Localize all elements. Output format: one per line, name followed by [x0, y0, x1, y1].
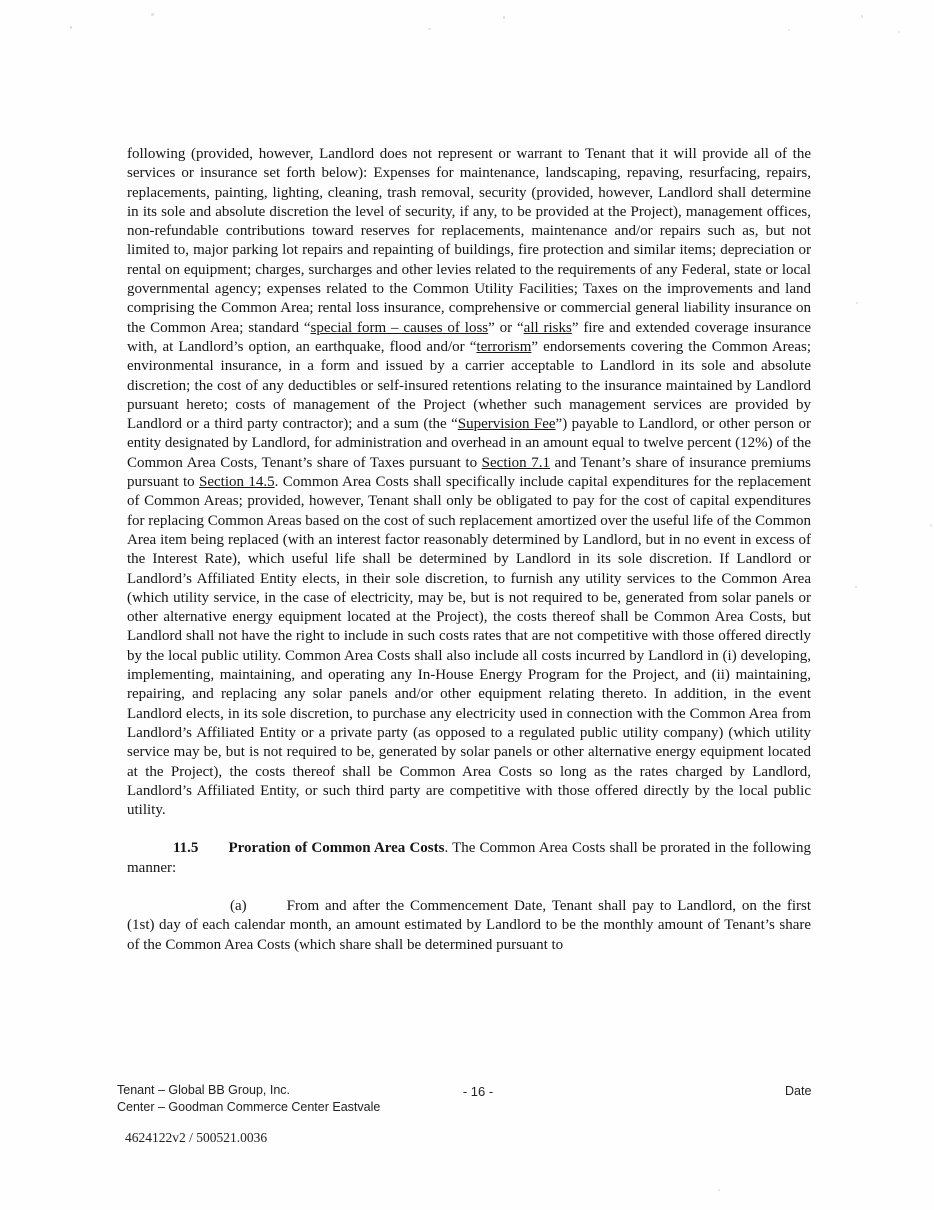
document-body	[127, 145, 811, 955]
scan-speck	[718, 1189, 720, 1191]
footer-page-number: - 16 -	[462, 1084, 494, 1099]
scan-speck	[856, 302, 858, 304]
underlined-text-run: terrorism	[476, 338, 532, 355]
scan-speck	[503, 16, 505, 19]
section-11-5-paragraph	[127, 839, 811, 878]
paragraph-common-area-costs-continuation	[127, 145, 811, 820]
scan-speck	[70, 26, 72, 29]
subsection-a-label: (a)	[230, 897, 247, 914]
subsection-a-paragraph	[127, 897, 811, 955]
scan-speck	[428, 28, 431, 30]
section-title: Proration of Common Area Costs	[228, 840, 445, 857]
footer-tenant-line: Tenant – Global BB Group, Inc.	[117, 1083, 291, 1097]
scan-speck	[788, 29, 790, 31]
underlined-text-run: Supervision Fee	[457, 416, 556, 433]
text-run: following (provided, however, Landlord does not represent or warrant to Tenant that it will provide all of the services or insurance set forth below): Expenses for maintenance, landscaping, repaving, resurfacing, repairs, replacements, painting, lighting, cleaning, trash removal, security (provided, however, Landlord shall determine in its sole and absolute discretion the level of security, if any, to be provided at the Project), management offices, non-refundable contributions toward reserves for replacements, maintenance and/or repairs such as, but not limited to, major parking lot repairs and repainting of buildings, fire protection and similar items; depreciation or rental on equipment; charges, surcharges and other levies related to the requirements of any Federal, state or local governmental agency; expenses related to the Common Utility Facilities; Taxes on the improvements and land comprising the Common Area; rental loss insurance, comprehensive or commercial general liability insurance on the Common Area; standard “	[127, 146, 811, 336]
scan-speck	[898, 31, 900, 33]
section-number: 11.5	[173, 840, 199, 857]
underlined-text-run: special form – causes of loss	[310, 319, 489, 336]
text-run: ” endorsements covering the Common Areas; environmental insurance, in a form and issued by a carrier acceptable to Landlord in its sole and absolute discretion; the cost of any deductibles or self-insured retentions relating to the insurance maintained by Landlord pursuant hereto; costs of management of the Project (whether such management services are provided by Landlord or a third party contractor); and a sum (the “	[127, 338, 811, 433]
text-run: and Tenant’s share of insurance premiums pursuant to	[127, 454, 811, 491]
text-run: ” fire and extended coverage insurance with, at Landlord’s option, an earthquake, flood and/or “	[127, 319, 811, 355]
section-body-text: . The Common Area Costs shall be prorated in the following manner:	[127, 840, 811, 876]
scan-speck	[855, 586, 857, 588]
text-run: ” or “	[488, 319, 524, 336]
underlined-text-run: all risks	[523, 319, 572, 336]
footer-center-line: Center – Goodman Commerce Center Eastvale	[117, 1100, 381, 1114]
footer-document-number: 4624122v2 / 500521.0036	[125, 1130, 268, 1145]
underlined-text-run: Section 14.5	[199, 474, 275, 491]
text-run: ”) payable to Landlord, or other person or entity designated by Landlord, for administration and overhead in an amount equal to twelve percent (12%) of the Common Area Costs, Tenant’s share of Taxes pursuant to	[127, 416, 812, 471]
scan-speck	[861, 15, 863, 18]
footer-left-block	[117, 1082, 380, 1116]
scan-speck	[930, 524, 932, 527]
subsection-a-body: From and after the Commencement Date, Tenant shall pay to Landlord, on the first (1st) day of each calendar month, an amount estimated by Landlord to be the monthly amount of Tenant’s share of the Common Area Costs (which share shall be determined pursuant to	[127, 897, 811, 953]
text-run: . Common Area Costs shall specifically include capital expenditures for the replacement of Common Areas; provided, however, Tenant shall only be obligated to pay for the cost of capital expenditures for replacing Common Areas based on the cost of such replacement amortized over the useful life of the Common Area item being replaced (with an interest factor reasonably determined by Landlord, but in no event in excess of the Interest Rate), which useful life shall be determined by Landlord in its sole discretion. If Landlord or Landlord’s Affiliated Entity elects, in their sole discretion, to furnish any utility services to the Common Area (which utility service, in the case of electricity, may be, but is not required to be, generated from solar panels or other alternative energy equipment located at the Project), the costs thereof shall be Common Area Costs, but Landlord shall not have the right to include in such costs rates that are not competitive with those offered directly by the local public utility. Common Area Costs shall also include all costs incurred by Landlord in (i) developing, implementing, maintaining, and operating any In-House Energy Program for the Project, and (ii) maintaining, repairing, and replacing any solar panels and/or other equipment relating thereto. In addition, in the event Landlord elects, in its sole discretion, to purchase any electricity used in connection with the Common Area from Landlord’s Affiliated Entity or a private party (as opposed to a regulated public utility company) (which utility service may be, but is not required to be, generated by solar panels or other alternative energy equipment located at the Project), the costs thereof shall be Common Area Costs so long as the rates charged by Landlord, Landlord’s Affiliated Entity, or such third party are competitive with those offered directly by the local public utility.	[127, 474, 811, 819]
footer-date-label: Date	[785, 1084, 812, 1098]
scan-speck	[151, 13, 154, 16]
underlined-text-run: Section 7.1	[481, 454, 550, 471]
